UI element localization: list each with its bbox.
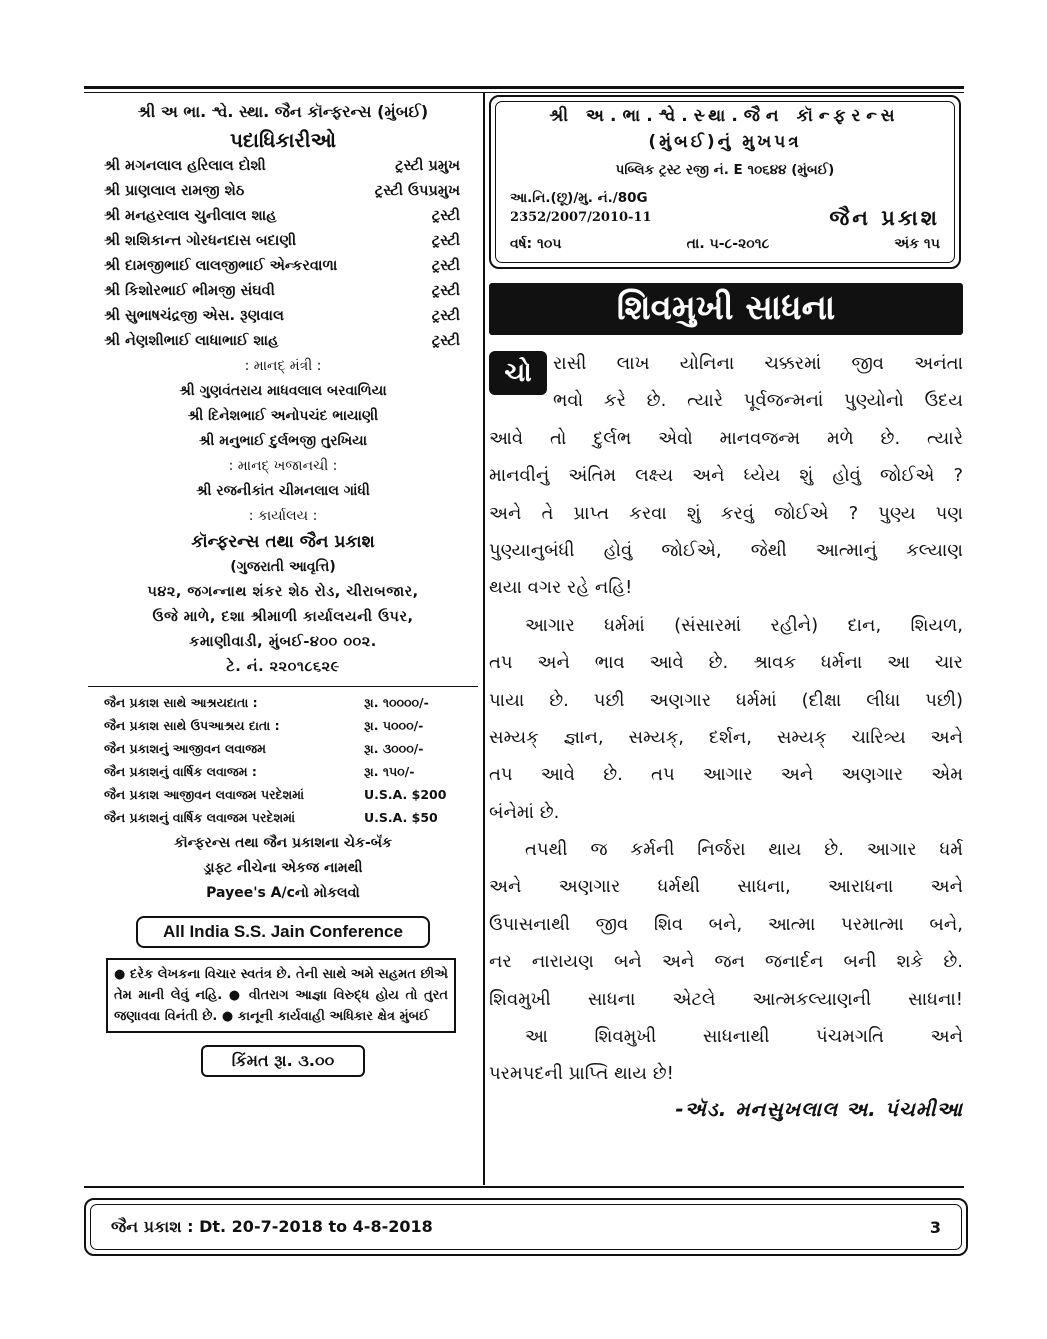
rate-row: જૈન પ્રકાશ આજીવન લવાજમ પરદેશમાં U.S.A. $200: [104, 787, 447, 802]
masthead-inner-frame: [495, 101, 955, 263]
address-line: ૫૪૨, જગન્નાથ શંકર શેઠ રોડ, ચીરાબજાર,: [147, 584, 419, 600]
page-footer: [84, 1198, 968, 1256]
article-line: અને તે પ્રાપ્ત કરવા શું કરવું જોઈએ ? પુણ્ય પણ: [489, 502, 963, 524]
article-line: તપથી જ કર્મની નિર્જરા થાય છે. આગાર ધર્મ: [525, 839, 963, 861]
secretary-name: શ્રી ગુણવંતરાય માધવલાલ બરવાળિયા: [179, 383, 387, 399]
rate-row: જૈન પ્રકાશનું વાર્ષિક લવાજમ પરદેશમાં U.S.A. $50: [104, 810, 438, 825]
left-column: [88, 96, 478, 1077]
trustee-list: [88, 154, 478, 354]
drop-cap: ચો: [489, 351, 547, 395]
article-body: [489, 345, 963, 1121]
article-line: તપ આવે છે. તપ આગાર અને અણગાર એમ: [489, 764, 963, 786]
top-rule-thin: [84, 92, 964, 93]
rate-row: જૈન પ્રકાશ સાથે આશ્રયદાતા : રૂા. ૧૦૦૦૦/-: [104, 695, 429, 710]
divider: [88, 686, 478, 687]
article-line: નર નારાયણ બને અને જન જનાર્દન બની શકે છે.: [489, 951, 963, 973]
article-line: આગાર ધર્મમાં (સંસારમાં રહીને) દાન, શિયળ,: [525, 614, 963, 636]
trustee-row: શ્રી સુભાષચંદ્રજી એસ. રૂણવાલ ટ્રસ્ટી: [104, 308, 460, 324]
column-divider: [483, 93, 485, 1185]
tax-exemption-number: 2352/2007/2010-11: [510, 210, 652, 225]
rate-row: જૈન પ્રકાશ સાથે ઉપઆશ્રય દાતા : રૂા. ૫૦૦૦/-: [104, 718, 424, 733]
address-line: ઉજે માળે, દશા શ્રીમાળી કાર્યાલયની ઉપર,: [152, 609, 414, 625]
article-line: ઉપાસનાથી જીવ શિવ બને, આત્મા પરમાત્મા બને,: [489, 913, 963, 935]
article-line: થયા વગર રહે નહિ!: [489, 577, 633, 599]
office-name: કૉન્ફરન્સ તથા જૈન પ્રકાશ: [191, 532, 375, 552]
article-line: શિવમુખી સાધના એટલે આત્મકલ્યાણની સાધના!: [489, 988, 963, 1010]
footer-issue-dates: જૈન પ્રકાશ : Dt. 20-7-2018 to 4-8-2018: [111, 1217, 433, 1236]
footer-inner-frame: [90, 1204, 962, 1250]
disclaimer-box: ● દરેક લેખકના વિચાર સ્વતંત્ર છે. તેની સાથે અમે સહમત છીએ તેમ માની લેવું નહિ. ● વીતરાગ આજ્ઞા વિરુદ્ધ હોય તો તુરત જણાવવા વિનંતી છે. ● કાનૂની કાર્યવાહી અધિકાર ક્ષેત્ર મુંબઈ: [106, 958, 456, 1033]
article-title: શિવમુખી સાધના: [489, 283, 963, 335]
article-line: પાયા છે. પછી અણગાર ધર્મમાં (દીક્ષા લીધા પછી): [489, 689, 963, 711]
article-line: તપ અને ભાવ આવે છે. શ્રાવક ધર્મના આ ચાર: [489, 652, 963, 674]
top-rule: [84, 86, 964, 89]
cheque-note: કૉન્ફરન્સ તથા જૈન પ્રકાશના ચેક-બૅંક: [174, 835, 392, 851]
publication-brand: જૈન પ્રકાશ: [829, 206, 940, 230]
article-author: -ઍડ. મનસુખલાલ અ. પંચમીઆ: [675, 1096, 963, 1121]
secretary-label: : માનદ્ મંત્રી :: [244, 358, 322, 374]
conference-title: શ્રી અ ભા. શ્વે. સ્થા. જૈન કૉન્ફરન્સ (મુંબઈ): [137, 102, 429, 121]
trustee-row: શ્રી કિશોરભાઈ ભીમજી સંઘવી ટ્રસ્ટી: [104, 283, 460, 299]
article-line: પુણ્યાનુબંધી હોવું જોઈએ, જેથી આત્માનું કલ્યાણ: [489, 539, 963, 561]
secretary-name: શ્રી દિનેશભાઈ અનોપચંદ ભાયાણી: [187, 408, 379, 424]
masthead: [489, 95, 961, 269]
issue-number: અંક ૧૫: [894, 236, 940, 252]
treasurer-name: શ્રી રજનીકાંત ચીમનલાલ ગાંધી: [196, 483, 370, 499]
article-line: ભવો કરે છે. ત્યારે પૂર્વજન્મનાં પુણ્યોનો ઉદય: [553, 390, 963, 412]
article-line: પરમપદની પ્રાપ્તિ થાય છે!: [489, 1063, 674, 1085]
page-number: 3: [929, 1217, 941, 1237]
masthead-line2: (મુંબઈ)નું મુખપત્ર: [648, 132, 802, 152]
trustee-row: શ્રી દામજીભાઈ લાલજીભાઈ એન્કરવાળા ટ્રસ્ટી: [104, 258, 460, 274]
rate-row: જૈન પ્રકાશનું વાર્ષિક લવાજમ : રૂા. ૧૫૦/-: [104, 764, 415, 779]
trustee-row: શ્રી નેણશીભાઈ લાધાભાઈ શાહ ટ્રસ્ટી: [104, 333, 460, 349]
tax-exemption-label: આ.નિ.(છૂ)/મુ. નં./80G: [510, 190, 648, 206]
price-box: કિંમત રૂા. ૩.૦૦: [201, 1045, 365, 1077]
article-line: આ શિવમુખી સાધનાથી પંચમગતિ અને: [525, 1026, 963, 1048]
issue-date: તા. ૫-૮-૨૦૧૮: [686, 236, 770, 252]
trust-registration: પબ્લિક ટ્રસ્ટ રજી નં. E ૧૦૬૪૪ (મુંબઈ): [615, 162, 835, 178]
article-line: આવે તો દુર્લભ એવો માનવજન્મ મળે છે. ત્યારે: [489, 427, 963, 449]
masthead-line1: શ્રી અ.ભા.શ્વે.સ્થા.જૈન કૉન્ફરન્સ: [549, 106, 901, 126]
cheque-note: ડ્રાફ્ટ નીચેના એકજ નામથી: [203, 860, 363, 876]
article-line: સમ્યક્ જ્ઞાન, સમ્યક્, દર્શન, સમ્યક્ ચારિત્ર્ય અને: [489, 726, 963, 748]
trustee-row: શ્રી પ્રાણલાલ રામજી શેઠ ટ્રસ્ટી ઉપપ્રમુખ: [104, 183, 460, 199]
trustee-row: શ્રી મગનલાલ હરિલાલ દોશી ટ્રસ્ટી પ્રમુખ: [104, 158, 460, 174]
article-line: અને અણગાર ધર્મથી સાધના, આરાધના અને: [489, 876, 963, 898]
rate-row: જૈન પ્રકાશનું આજીવન લવાજમ રૂા. ૩૦૦૦/-: [104, 741, 424, 756]
cheque-note: Payee's A/cનો મોકલવો: [206, 885, 360, 901]
treasurer-label: : માનદ્ ખજાનચી :: [228, 458, 338, 474]
volume-year: વર્ષ: ૧૦૫: [510, 236, 562, 252]
secretary-name: શ્રી મનુભાઈ દુર્લભજી તુરખિયા: [198, 433, 368, 449]
office-label: : કાર્યાલય :: [248, 508, 318, 524]
article-line: બંનેમાં છે.: [489, 801, 560, 823]
address-line: કમાણીવાડી, મુંબઈ-૪૦૦ ૦૦૨.: [189, 634, 377, 650]
bottom-rule: [84, 1186, 964, 1188]
issue-info: [510, 236, 940, 252]
phone-line: ટે. નં. ૨૨૦૧૮૬૨૯: [226, 659, 340, 675]
payee-box: All India S.S. Jain Conference: [136, 916, 430, 948]
officers-heading: પદાધિકારીઓ: [229, 128, 337, 152]
edition-label: (ગુજરાતી આવૃત્તિ): [230, 559, 336, 575]
trustee-row: શ્રી શશિકાન્ત ગોરધનદાસ બદાણી ટ્રસ્ટી: [104, 233, 460, 249]
article-line: રાસી લાખ યોનિના ચક્કરમાં જીવ અનંતા: [553, 353, 963, 374]
trustee-row: શ્રી મનહરલાલ ચુનીલાલ શાહ ટ્રસ્ટી: [104, 208, 460, 224]
rate-table: [88, 691, 478, 829]
article-line: માનવીનું અંતિમ લક્ષ્ય અને ધ્યેય શું હોવું જોઈએ ?: [489, 465, 963, 487]
